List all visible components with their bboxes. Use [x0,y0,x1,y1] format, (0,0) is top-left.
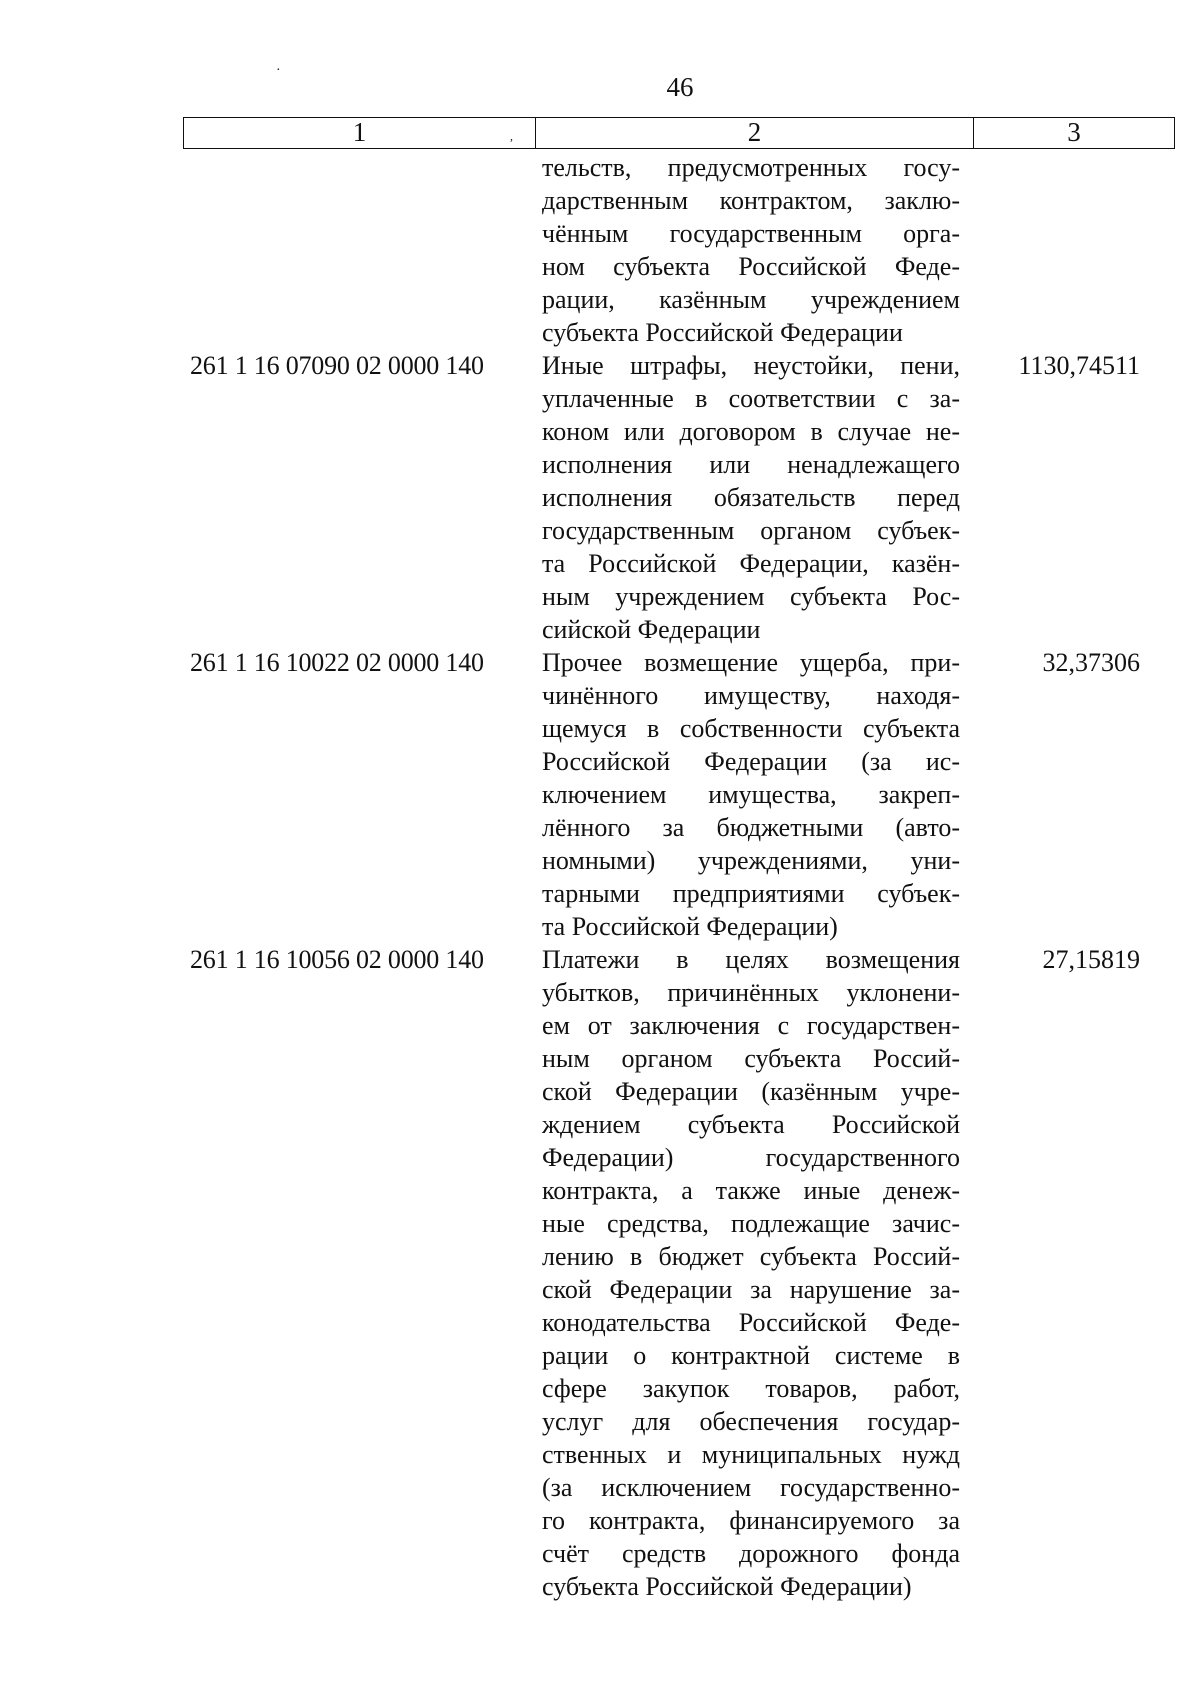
description-line: субъекта Российской Федерации) [542,1572,912,1601]
header-col-1 [184,118,536,148]
table-body [190,151,1190,1603]
header-col-3: 3 [1067,117,1081,147]
stray-mark: · [276,63,281,78]
description-line: го контракта, финансируемого за [542,1506,960,1535]
description-cell [542,646,960,943]
table-row [190,151,1190,349]
header-tick-mark: , [510,129,513,143]
description-line: лённого за бюджетными (авто- [542,813,960,842]
table-row [190,646,1190,943]
description-line: субъекта Российской Федерации [542,318,903,347]
description-line: Прочее возмещение ущерба, при- [542,648,960,677]
description-line: та Российской Федерации) [542,912,838,941]
description-line: Федерации) государственного [542,1143,960,1172]
budget-code-cell: 261 1 16 10056 02 0000 140 [190,945,484,974]
budget-code-cell: 261 1 16 10022 02 0000 140 [190,648,484,677]
amount-cell: 27,15819 [1042,945,1140,974]
description-line: та Российской Федерации, казён- [542,549,960,578]
description-line: рации о контрактной системе в [542,1341,960,1370]
description-line: государственным органом субъек- [542,516,960,545]
description-line: ждением субъекта Российской [542,1110,960,1139]
description-line: ном субъекта Российской Феде- [542,252,960,281]
description-line: ные средства, подлежащие зачис- [542,1209,960,1238]
description-line: тельств, предусмотренных госу- [542,153,960,182]
description-line: сфере закупок товаров, работ, [542,1374,960,1403]
page-number: 46 [666,72,694,102]
description-line: Платежи в целях возмещения [542,945,960,974]
table-row [190,349,1190,646]
amount-cell: 32,37306 [1042,648,1140,677]
table-row [190,943,1190,1603]
description-line: уплаченные в соответствии с за- [542,384,960,413]
description-line: номными) учреждениями, уни- [542,846,960,875]
description-line: убытков, причинённых уклонени- [542,978,960,1007]
description-line: щемуся в собственности субъекта [542,714,960,743]
description-cell [542,349,960,646]
description-line: (за исключением государственно- [542,1473,960,1502]
description-line: счёт средств дорожного фонда [542,1539,960,1568]
description-cell [542,151,960,349]
description-line: Иные штрафы, неустойки, пени, [542,351,960,380]
description-line: сийской Федерации [542,615,761,644]
description-line: чённым государственным орга- [542,219,960,248]
header-col-1-label: 1 [352,117,367,147]
description-line: лению в бюджет субъекта Россий- [542,1242,960,1271]
budget-code-cell: 261 1 16 07090 02 0000 140 [190,351,484,380]
description-line: ственных и муниципальных нужд [542,1440,960,1469]
description-line: дарственным контрактом, заклю- [542,186,960,215]
description-line: рации, казённым учреждением [542,285,960,314]
description-line: исполнения обязательств перед [542,483,960,512]
description-line: коном или договором в случае не- [542,417,960,446]
description-line: Российской Федерации (за ис- [542,747,960,776]
description-cell [542,943,960,1603]
description-line: услуг для обеспечения государ- [542,1407,960,1436]
description-line: ным учреждением субъекта Рос- [542,582,960,611]
description-line: ным органом субъекта Россий- [542,1044,960,1073]
amount-cell: 1130,74511 [1018,351,1140,380]
description-line: ской Федерации (казённым учре- [542,1077,960,1106]
description-line: тарными предприятиями субъек- [542,879,960,908]
description-line: чинённого имуществу, находя- [542,681,960,710]
description-line: ем от заключения с государствен- [542,1011,960,1040]
description-line: ключением имущества, закреп- [542,780,960,809]
description-line: контракта, а также иные денеж- [542,1176,960,1205]
description-line: ской Федерации за нарушение за- [542,1275,960,1304]
header-col-2: 2 [536,118,974,148]
description-line: конодательства Российской Феде- [542,1308,960,1337]
description-line: исполнения или ненадлежащего [542,450,960,479]
table-header-row [183,117,1175,149]
